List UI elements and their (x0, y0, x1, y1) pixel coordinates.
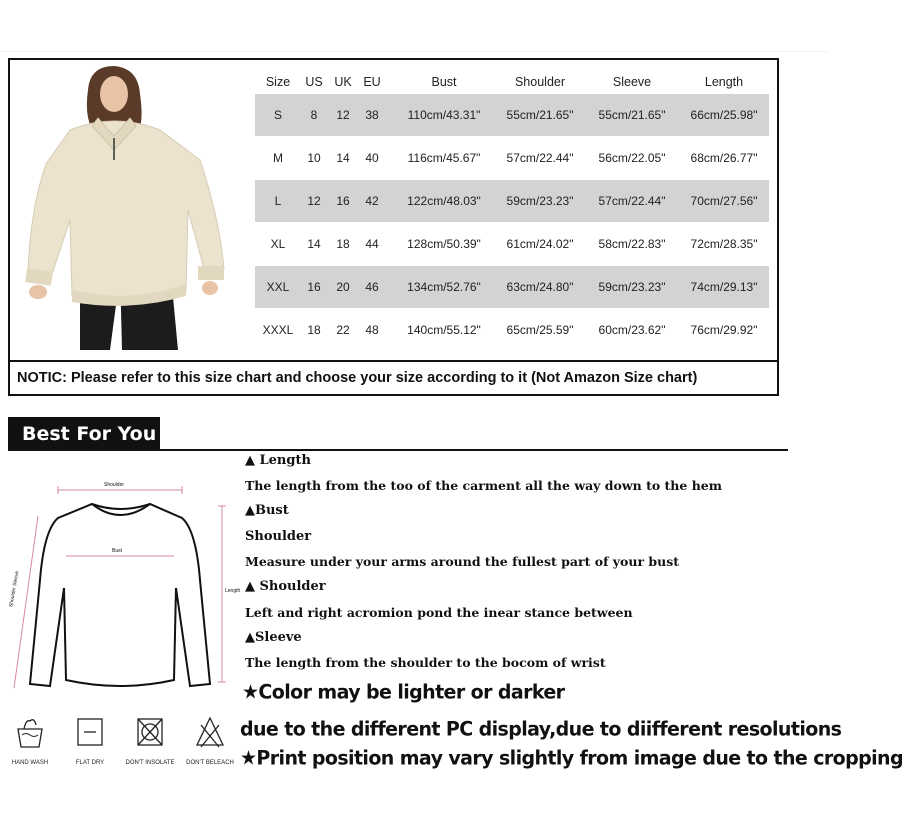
cell-bust: 140cm/55.12" (407, 323, 481, 337)
header-sleeve: Sleeve (612, 75, 652, 89)
length-heading: ▲ Length (245, 453, 311, 468)
header-shoulder: Shoulder (514, 75, 566, 89)
cell-uk: 14 (336, 151, 350, 165)
table-row (255, 309, 769, 351)
diagram-bust-label: Bust (112, 548, 123, 554)
table-row (255, 137, 769, 179)
cell-sleeve: 58cm/22.83" (598, 237, 666, 251)
cell-us: 8 (310, 108, 318, 122)
cell-shoulder: 57cm/22.44" (506, 151, 574, 165)
length-description: The length from the too of the carment all the way down to the hem (245, 478, 722, 493)
cell-size: M (273, 151, 283, 165)
cell-shoulder: 63cm/24.80" (506, 280, 574, 294)
size-chart (8, 58, 779, 396)
diagram-length-label: Length (225, 588, 241, 594)
cell-us: 10 (307, 151, 321, 165)
cell-length: 76cm/29.92" (690, 323, 758, 337)
cell-shoulder: 55cm/21.65" (506, 108, 574, 122)
bust-heading: ▲Bust (245, 503, 289, 518)
cell-bust: 116cm/45.67" (407, 151, 481, 165)
cell-shoulder: 61cm/24.02" (506, 237, 574, 251)
measurement-diagram (0, 470, 240, 700)
model-in-sweatshirt-image (10, 60, 235, 360)
cell-size: L (274, 194, 282, 208)
cell-uk: 18 (336, 237, 350, 251)
size-table (237, 60, 777, 360)
cell-eu: 38 (365, 108, 379, 122)
cell-sleeve: 60cm/23.62" (598, 323, 666, 337)
header-uk: UK (334, 75, 352, 89)
top-strip (0, 0, 829, 52)
care-do-not-bleach (180, 715, 240, 766)
cell-size: XXL (266, 280, 290, 294)
care-label-do-not-bleach: DON'T BELEACH (186, 760, 234, 766)
cell-sleeve: 56cm/22.05" (598, 151, 666, 165)
cell-us: 16 (307, 280, 321, 294)
diagram-shoulder-label: Shoulder (104, 482, 125, 488)
table-row (255, 266, 769, 308)
flat-dry-icon (75, 715, 105, 749)
header-bust: Bust (431, 75, 457, 89)
section-divider (160, 449, 788, 451)
cell-length: 72cm/28.35" (690, 237, 758, 251)
cell-bust: 110cm/43.31" (407, 108, 481, 122)
cell-us: 12 (307, 194, 321, 208)
cell-us: 14 (307, 237, 321, 251)
best-for-you-title: Best For You (8, 417, 160, 451)
cell-uk: 12 (336, 108, 350, 122)
size-notice: NOTIC: Please refer to this size chart and choose your size according to it (Not Amazon Size chart) (10, 360, 777, 394)
care-flat-dry (60, 715, 120, 766)
display-note: due to the different PC display,due to diifferent resolutions (240, 717, 842, 741)
cell-bust: 122cm/48.03" (407, 194, 481, 208)
care-label-do-not-insolate: DON'T INSOLATE (125, 760, 175, 766)
cell-length: 70cm/27.56" (690, 194, 758, 208)
cell-bust: 128cm/50.39" (407, 237, 481, 251)
header-length: Length (704, 75, 744, 89)
sleeve-heading: ▲Sleeve (245, 630, 302, 645)
shoulder-heading: ▲ Shoulder (245, 579, 326, 594)
cell-eu: 44 (365, 237, 379, 251)
cell-uk: 16 (336, 194, 350, 208)
header-eu: EU (363, 75, 381, 89)
sweatshirt-outline-image (0, 470, 240, 700)
cell-us: 18 (307, 323, 321, 337)
cell-bust: 134cm/52.76" (407, 280, 481, 294)
cell-eu: 42 (365, 194, 379, 208)
sleeve-description: The length from the shoulder to the bocom of wrist (245, 655, 606, 670)
table-row (255, 180, 769, 222)
shoulder-description: Left and right acromion pond the inear stance between (245, 605, 633, 620)
care-do-not-insolate (120, 715, 180, 766)
header-size: Size (265, 75, 291, 89)
cell-shoulder: 59cm/23.23" (506, 194, 574, 208)
diagram-sleeve-label: Shoulder Sleeve (8, 570, 21, 608)
bust-subheading: Shoulder (245, 529, 312, 544)
cell-size: S (273, 108, 282, 122)
cell-eu: 40 (365, 151, 379, 165)
bust-description: Measure under your arms around the fullest part of your bust (245, 554, 680, 569)
cell-size: XL (270, 237, 286, 251)
cell-length: 66cm/25.98" (690, 108, 758, 122)
color-note: ★Color may be lighter or darker (242, 680, 565, 704)
care-hand-wash (0, 715, 60, 766)
product-photo (10, 60, 235, 360)
cell-sleeve: 59cm/23.23" (598, 280, 666, 294)
hand-wash-icon (15, 715, 45, 749)
cell-shoulder: 65cm/25.59" (506, 323, 574, 337)
cell-eu: 46 (365, 280, 379, 294)
cell-size: XXXL (262, 323, 294, 337)
table-row (255, 94, 769, 136)
care-label-flat-dry: FLAT DRY (75, 760, 105, 766)
cell-eu: 48 (365, 323, 379, 337)
table-row (255, 223, 769, 265)
do-not-insolate-icon (135, 715, 165, 749)
cell-length: 68cm/26.77" (690, 151, 758, 165)
cell-uk: 22 (336, 323, 350, 337)
cell-length: 74cm/29.13" (690, 280, 758, 294)
care-label-hand-wash: HAND WASH (11, 760, 49, 766)
cell-sleeve: 55cm/21.65" (598, 108, 666, 122)
header-us: US (305, 75, 323, 89)
cell-sleeve: 57cm/22.44" (598, 194, 666, 208)
do-not-bleach-icon (195, 715, 225, 749)
cell-uk: 20 (336, 280, 350, 294)
print-note: ★Print position may vary slightly from image due to the cropping (240, 746, 903, 770)
